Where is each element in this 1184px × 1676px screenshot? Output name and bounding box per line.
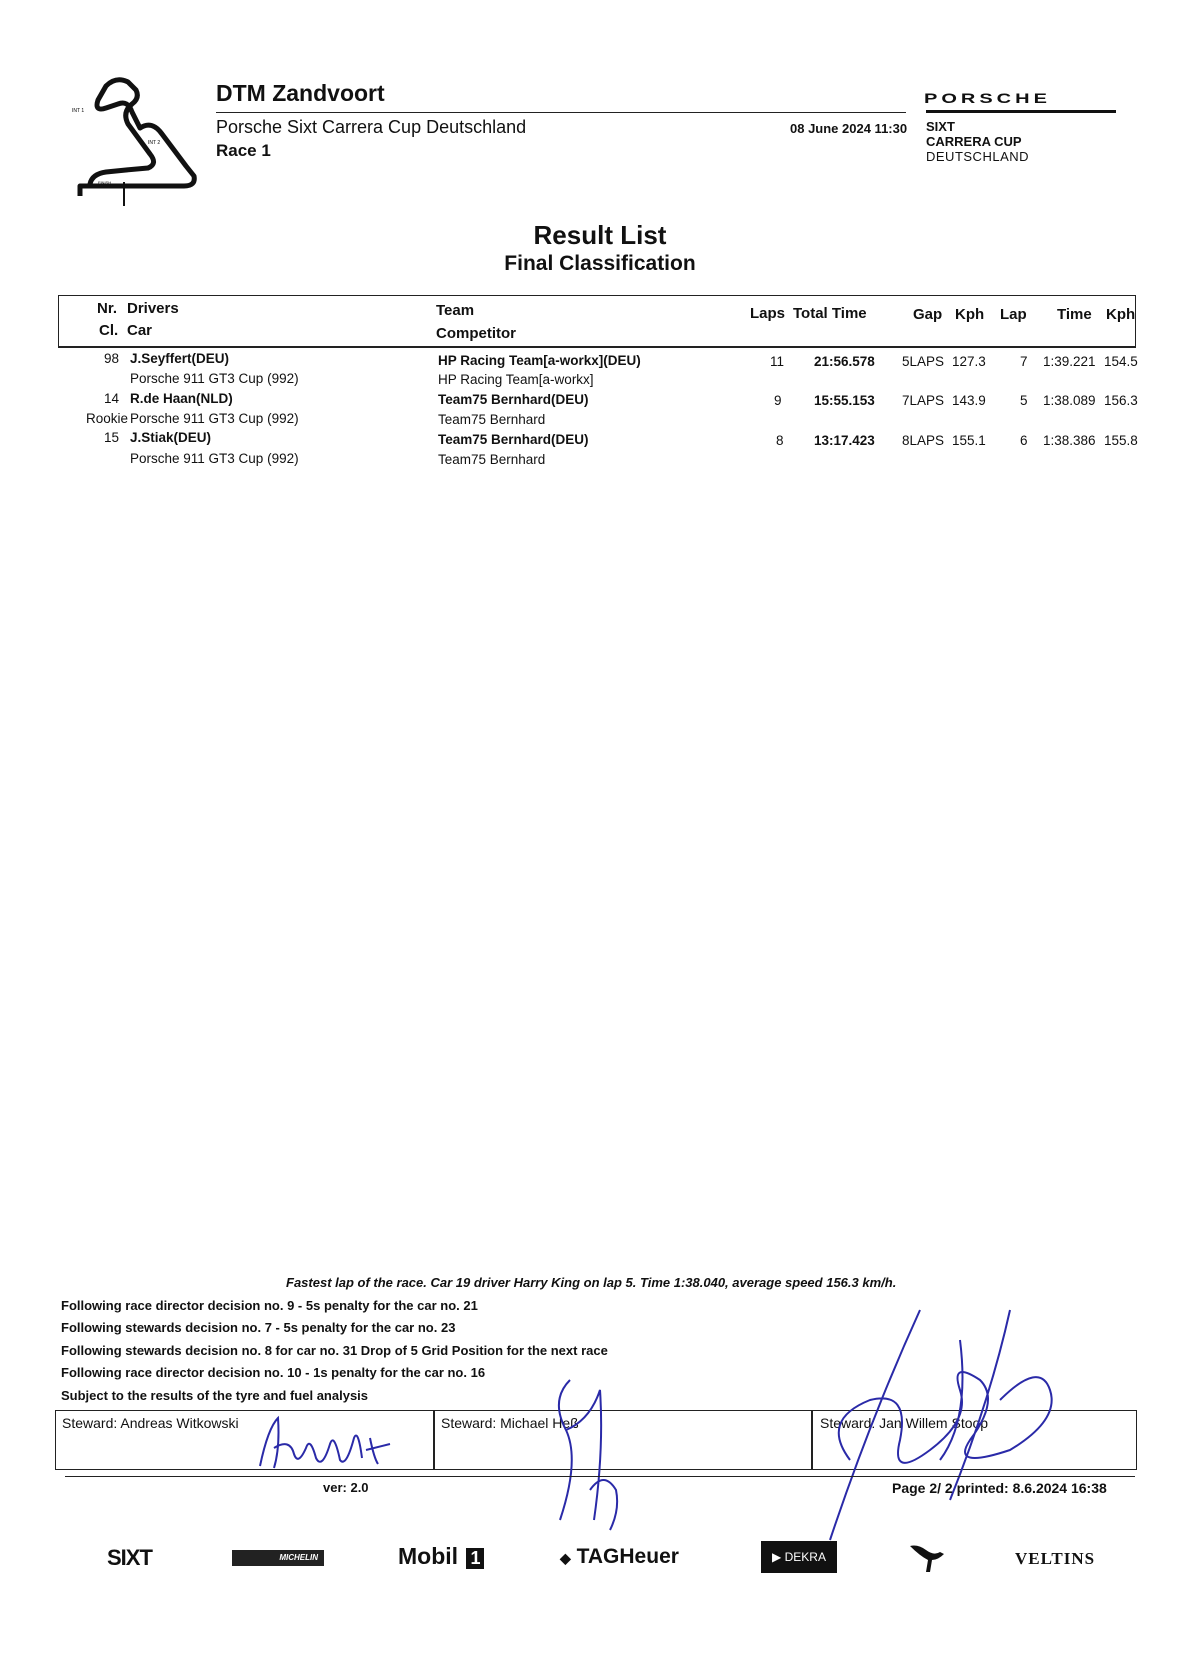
col-competitor: Competitor (436, 325, 516, 342)
sixt-logo: SIXT (107, 1545, 152, 1570)
decision-note: Following stewards decision no. 8 for car no. 31 Drop of 5 Grid Position for the next race (61, 1343, 608, 1358)
track-map-logo (66, 72, 212, 212)
row-team: HP Racing Team[a-workx](DEU) (438, 353, 641, 368)
tagheuer-text: TAGHeuer (576, 1545, 679, 1568)
stewards-divider (433, 1411, 435, 1469)
fastest-lap-note: Fastest lap of the race. Car 19 driver Harry King on lap 5. Time 1:38.040, average speed 156.3 km/h. (286, 1275, 897, 1290)
col-drivers: Drivers (127, 300, 179, 317)
header-rule (216, 112, 906, 113)
row-nr: 98 (104, 351, 120, 366)
signature-stoop (810, 1300, 1070, 1550)
row-competitor: Team75 Bernhard (438, 452, 546, 467)
puma-logo-icon (908, 1542, 946, 1574)
michelin-text: MICHELIN (279, 1553, 318, 1562)
row-time: 1:38.386 (1043, 433, 1096, 448)
row-laps: 8 (776, 433, 784, 448)
footer-rule (65, 1476, 1135, 1477)
row-gap: 7LAPS (902, 393, 945, 408)
steward-3: Steward: Jan Willem Stoop (820, 1415, 989, 1431)
tagheuer-logo (560, 1545, 679, 1569)
steward-2: Steward: Michael Heß (441, 1415, 579, 1431)
row-kph: 127.3 (952, 354, 986, 369)
row-kph2: 154.5 (1104, 354, 1138, 369)
col-gap: Gap (913, 306, 943, 323)
track-label-finish: FINISH (98, 180, 112, 185)
row-lap: 6 (1020, 433, 1028, 448)
mobil-logo (398, 1543, 484, 1570)
michelin-logo (232, 1550, 324, 1566)
col-kph2: Kph (1106, 306, 1136, 323)
row-lap: 5 (1020, 393, 1028, 408)
row-kph2: 156.3 (1104, 393, 1138, 408)
signature-hess (530, 1370, 640, 1540)
row-team: Team75 Bernhard(DEU) (438, 432, 589, 447)
decision-note: Following race director decision no. 10 - 1s penalty for the car no. 16 (61, 1365, 486, 1380)
event-title: DTM Zandvoort (216, 80, 385, 106)
row-kph: 143.9 (952, 393, 986, 408)
decision-note: Following race director decision no. 9 - 5s penalty for the car no. 21 (61, 1298, 478, 1313)
version: ver: 2.0 (323, 1480, 369, 1495)
row-competitor: HP Racing Team[a-workx] (438, 372, 594, 387)
col-lap: Lap (1000, 306, 1027, 323)
porsche-wordmark: PORSCHE (924, 91, 1051, 107)
col-car: Car (127, 322, 153, 339)
brand-line1: SIXT (926, 119, 955, 134)
result-list-title: Result List (533, 220, 667, 250)
row-time: 1:38.089 (1043, 393, 1096, 408)
row-competitor: Team75 Bernhard (438, 412, 546, 427)
row-driver: J.Stiak(DEU) (130, 430, 212, 445)
col-total-time: Total Time (793, 305, 867, 322)
row-laps: 11 (770, 354, 785, 369)
tagheuer-shield-icon: ◆ (560, 1550, 571, 1566)
row-laps: 9 (774, 393, 782, 408)
event-datetime: 08 June 2024 11:30 (790, 121, 908, 136)
series-name: Porsche Sixt Carrera Cup Deutschland (216, 117, 527, 137)
steward-1: Steward: Andreas Witkowski (62, 1415, 239, 1431)
dekra-arrow-icon: ▶ (772, 1550, 782, 1564)
decision-note: Following stewards decision no. 7 - 5s penalty for the car no. 23 (61, 1320, 456, 1335)
dekra-logo (761, 1541, 837, 1573)
row-gap: 8LAPS (902, 433, 945, 448)
classification-title: Final Classification (504, 252, 696, 275)
row-car: Porsche 911 GT3 Cup (992) (130, 451, 299, 466)
dekra-text: DEKRA (784, 1550, 826, 1564)
col-time: Time (1057, 306, 1092, 323)
row-nr: 14 (104, 391, 120, 406)
brand-line2: CARRERA CUP (926, 134, 1022, 149)
track-label-int1: INT 1 (72, 108, 85, 114)
signature-witkowski (250, 1408, 410, 1478)
col-laps: Laps (750, 305, 786, 322)
porsche-underline (926, 110, 1116, 113)
session-name: Race 1 (216, 141, 271, 160)
row-driver: J.Seyffert(DEU) (130, 351, 230, 366)
row-nr: 15 (104, 430, 120, 445)
col-kph: Kph (955, 306, 985, 323)
row-gap: 5LAPS (902, 354, 945, 369)
col-team: Team (436, 302, 475, 319)
brand-line3: DEUTSCHLAND (926, 149, 1030, 164)
row-driver: R.de Haan(NLD) (130, 391, 233, 406)
row-kph2: 155.8 (1104, 433, 1138, 448)
row-total-time: 15:55.153 (814, 393, 875, 408)
mobil-badge: 1 (466, 1548, 484, 1569)
row-total-time: 21:56.578 (814, 354, 875, 369)
row-total-time: 13:17.423 (814, 433, 875, 448)
row-lap: 7 (1020, 354, 1028, 369)
row-team: Team75 Bernhard(DEU) (438, 392, 589, 407)
page-printed: Page 2/ 2 printed: 8.6.2024 16:38 (892, 1480, 1107, 1496)
row-time: 1:39.221 (1043, 354, 1096, 369)
track-label-int2: INT 2 (148, 140, 161, 146)
analysis-note: Subject to the results of the tyre and fuel analysis (61, 1388, 369, 1403)
row-car: Porsche 911 GT3 Cup (992) (130, 411, 299, 426)
col-nr: Nr. (97, 300, 118, 317)
mobil-text: Mobil (398, 1543, 459, 1569)
row-cl: Rookie (86, 411, 129, 426)
row-car: Porsche 911 GT3 Cup (992) (130, 371, 299, 386)
veltins-logo: VELTINS (1015, 1549, 1096, 1568)
col-cl: Cl. (99, 322, 119, 339)
row-kph: 155.1 (952, 433, 986, 448)
